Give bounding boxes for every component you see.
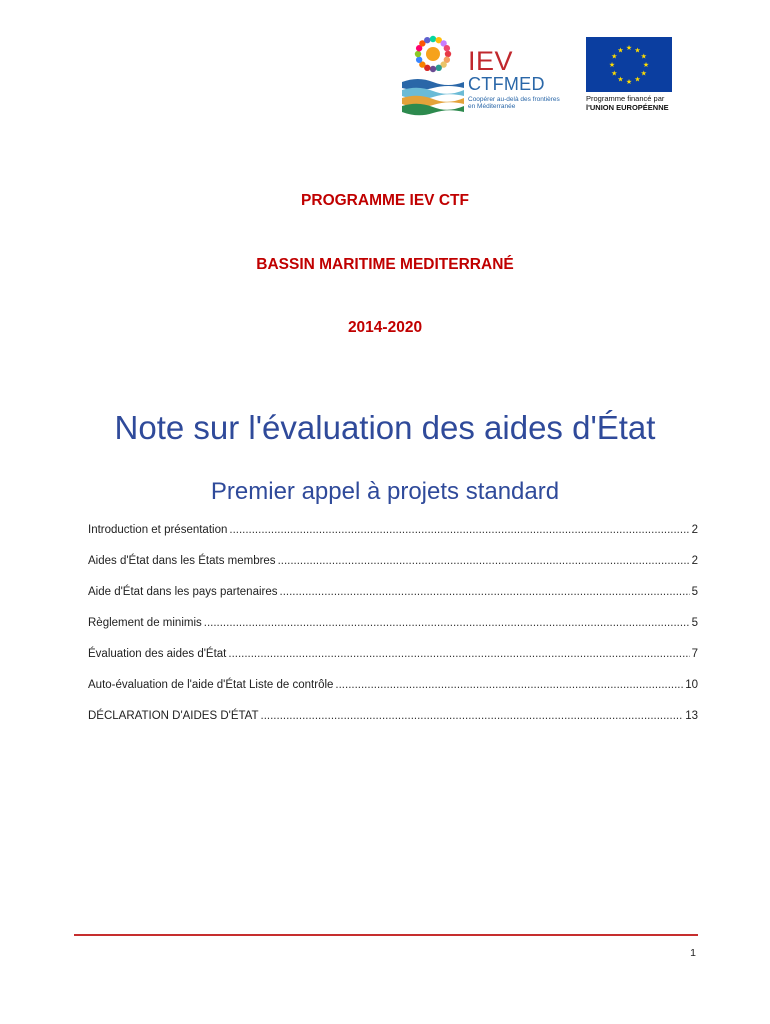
logo-tagline: Coopérer au-delà des frontières en Méditerranée [468,96,560,110]
toc-entry[interactable] [88,555,698,586]
eu-star-icon: ★ [640,70,647,78]
toc-entry-page: 2 [691,524,698,536]
toc-leader-dots [204,617,690,629]
toc-leader-dots [280,586,690,598]
toc-entry-label: Aide d'État dans les pays partenaires [88,586,278,598]
iev-wordmark: IEV [468,46,514,76]
toc-entry[interactable] [88,617,698,648]
toc-entry-label: DÉCLARATION D'AIDES D'ÉTAT [88,710,259,722]
eu-star-icon: ★ [617,76,624,84]
eu-star-icon: ★ [634,76,641,84]
period-heading: 2014-2020 [347,319,423,336]
toc-entry-page: 7 [691,648,698,660]
iev-ctfmed-logo [400,30,570,118]
page-number: 1 [690,947,696,959]
sun-ray-dot [416,57,422,63]
toc-entry-page: 5 [691,586,698,598]
eu-star-icon: ★ [625,79,633,86]
sun-ray-dot [436,65,442,71]
toc-leader-dots [261,710,684,722]
sun-ray-dot [430,36,436,42]
toc-entry[interactable] [88,679,698,710]
eu-star-icon: ★ [634,47,641,55]
eu-flag-icon [586,37,672,92]
toc-entry-label: Règlement de minimis [88,617,202,629]
sun-waves-icon [400,30,466,116]
eu-caption-line1: Programme financé par [586,94,665,103]
document-subtitle: Premier appel à projets standard [210,478,560,505]
toc-entry[interactable] [88,648,698,679]
ctfmed-wordmark: CTFMED [468,74,545,94]
toc-entry-page: 10 [685,679,698,691]
toc-entry-label: Évaluation des aides d'État [88,648,227,660]
sun-ray-dot [424,37,430,43]
eu-star-icon: ★ [625,45,633,52]
toc-entry-page: 5 [691,617,698,629]
eu-caption-line2: l'UNION EUROPÉENNE [586,103,669,112]
eu-logo [586,37,672,112]
toc-leader-dots [278,555,690,567]
sun-ray-dot [415,51,421,57]
eu-star-icon: ★ [608,62,616,69]
eu-star-icon: ★ [617,47,624,55]
toc-entry[interactable] [88,710,698,741]
sun-ray-dot [444,45,450,51]
table-of-contents [88,524,698,741]
eu-star-icon: ★ [611,53,618,61]
toc-entry[interactable] [88,586,698,617]
footer-divider [74,934,698,936]
eu-star-icon: ★ [640,53,647,61]
sun-ray-dot [430,66,436,72]
header-logos [400,30,690,120]
eu-star-icon: ★ [642,62,650,69]
toc-leader-dots [335,679,683,691]
bassin-heading: BASSIN MARITIME MEDITERRANÉ [256,256,514,273]
toc-leader-dots [228,648,689,660]
toc-entry-page: 13 [685,710,698,722]
toc-entry-label: Introduction et présentation [88,524,228,536]
toc-leader-dots [229,524,689,536]
toc-entry-page: 2 [691,555,698,567]
eu-star-icon: ★ [611,70,618,78]
document-title: Note sur l'évaluation des aides d'État [114,409,656,446]
toc-entry-label: Auto-évaluation de l'aide d'État Liste de contrôle [88,679,334,691]
toc-entry[interactable] [88,524,698,555]
toc-entry-label: Aides d'État dans les États membres [88,555,276,567]
sun-ray-dot [445,51,451,57]
programme-heading: PROGRAMME IEV CTF [301,192,469,209]
